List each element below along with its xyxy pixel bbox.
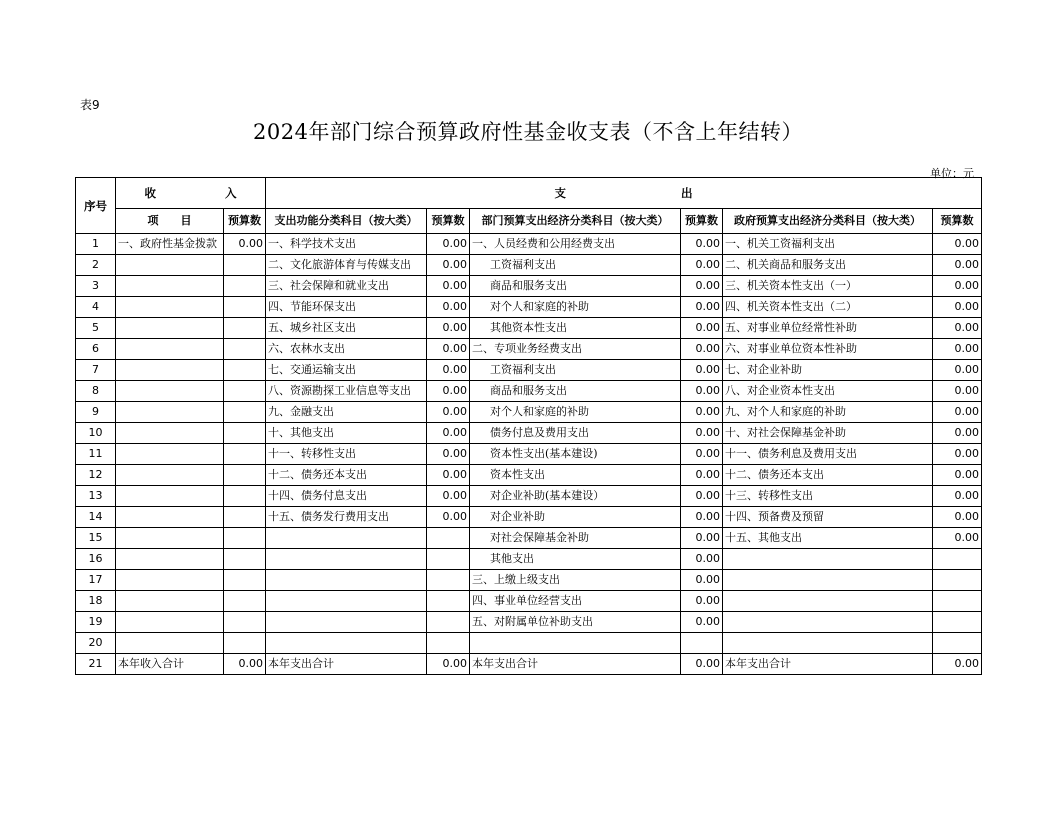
table-row xyxy=(76,318,982,339)
income-budget xyxy=(224,465,266,486)
gov-econ-item: 九、对个人和家庭的补助 xyxy=(723,402,933,423)
row-number: 4 xyxy=(76,297,116,318)
table-row xyxy=(76,276,982,297)
row-number: 6 xyxy=(76,339,116,360)
func-class-budget: 0.00 xyxy=(427,276,470,297)
gov-econ-budget: 0.00 xyxy=(933,444,982,465)
gov-econ-budget xyxy=(933,633,982,654)
income-item xyxy=(116,339,224,360)
dept-econ-budget: 0.00 xyxy=(681,423,723,444)
table-row xyxy=(76,402,982,423)
income-item xyxy=(116,276,224,297)
dept-econ-budget: 0.00 xyxy=(681,297,723,318)
income-item xyxy=(116,360,224,381)
gov-econ-budget: 0.00 xyxy=(933,654,982,675)
income-budget xyxy=(224,612,266,633)
gov-econ-item: 十二、债务还本支出 xyxy=(723,465,933,486)
dept-econ-item: 资本性支出 xyxy=(470,465,681,486)
func-class-budget: 0.00 xyxy=(427,381,470,402)
gov-econ-item: 六、对事业单位资本性补助 xyxy=(723,339,933,360)
header-dept-econ: 部门预算支出经济分类科目（按大类） xyxy=(470,209,681,234)
income-budget xyxy=(224,402,266,423)
income-item xyxy=(116,297,224,318)
gov-econ-budget: 0.00 xyxy=(933,318,982,339)
gov-econ-item: 二、机关商品和服务支出 xyxy=(723,255,933,276)
func-class-budget: 0.00 xyxy=(427,465,470,486)
gov-econ-budget: 0.00 xyxy=(933,234,982,255)
row-number: 21 xyxy=(76,654,116,675)
gov-econ-budget: 0.00 xyxy=(933,423,982,444)
income-budget xyxy=(224,423,266,444)
dept-econ-budget: 0.00 xyxy=(681,234,723,255)
func-class-item: 十五、债务发行费用支出 xyxy=(266,507,427,528)
row-number: 11 xyxy=(76,444,116,465)
income-budget xyxy=(224,255,266,276)
header-item: 项 目 xyxy=(116,209,224,234)
func-class-budget xyxy=(427,549,470,570)
dept-econ-item: 商品和服务支出 xyxy=(470,276,681,297)
dept-econ-item: 其他支出 xyxy=(470,549,681,570)
gov-econ-budget xyxy=(933,612,982,633)
table-row xyxy=(76,549,982,570)
income-budget xyxy=(224,381,266,402)
row-number: 16 xyxy=(76,549,116,570)
row-number: 7 xyxy=(76,360,116,381)
row-number: 1 xyxy=(76,234,116,255)
func-class-item xyxy=(266,528,427,549)
income-budget: 0.00 xyxy=(224,654,266,675)
dept-econ-budget: 0.00 xyxy=(681,570,723,591)
income-budget xyxy=(224,549,266,570)
income-budget xyxy=(224,507,266,528)
func-class-item: 十四、债务付息支出 xyxy=(266,486,427,507)
gov-econ-budget: 0.00 xyxy=(933,255,982,276)
func-class-item xyxy=(266,570,427,591)
income-budget: 0.00 xyxy=(224,234,266,255)
dept-econ-budget: 0.00 xyxy=(681,486,723,507)
income-item: 一、政府性基金拨款 xyxy=(116,234,224,255)
header-income: 收 入 xyxy=(116,178,266,209)
func-class-budget xyxy=(427,570,470,591)
gov-econ-item xyxy=(723,591,933,612)
gov-econ-budget: 0.00 xyxy=(933,276,982,297)
gov-econ-item: 八、对企业资本性支出 xyxy=(723,381,933,402)
table-number: 表9 xyxy=(80,98,100,112)
row-number: 8 xyxy=(76,381,116,402)
dept-econ-budget: 0.00 xyxy=(681,465,723,486)
func-class-budget: 0.00 xyxy=(427,297,470,318)
row-number: 17 xyxy=(76,570,116,591)
table-row xyxy=(76,381,982,402)
gov-econ-item: 四、机关资本性支出（二） xyxy=(723,297,933,318)
header-budget: 预算数 xyxy=(427,209,470,234)
table-row xyxy=(76,423,982,444)
table-row xyxy=(76,570,982,591)
income-item xyxy=(116,423,224,444)
income-item xyxy=(116,465,224,486)
row-number: 13 xyxy=(76,486,116,507)
func-class-item: 五、城乡社区支出 xyxy=(266,318,427,339)
gov-econ-budget xyxy=(933,570,982,591)
gov-econ-item xyxy=(723,570,933,591)
income-item: 本年收入合计 xyxy=(116,654,224,675)
func-class-item xyxy=(266,633,427,654)
dept-econ-item: 三、上缴上级支出 xyxy=(470,570,681,591)
header-expense: 支 出 xyxy=(266,178,982,209)
header-budget: 预算数 xyxy=(933,209,982,234)
dept-econ-budget: 0.00 xyxy=(681,255,723,276)
table-row xyxy=(76,255,982,276)
func-class-budget: 0.00 xyxy=(427,339,470,360)
table-row xyxy=(76,339,982,360)
dept-econ-budget: 0.00 xyxy=(681,612,723,633)
row-number: 18 xyxy=(76,591,116,612)
table-row xyxy=(76,612,982,633)
gov-econ-budget xyxy=(933,591,982,612)
gov-econ-item xyxy=(723,612,933,633)
gov-econ-budget: 0.00 xyxy=(933,297,982,318)
income-budget xyxy=(224,339,266,360)
income-item xyxy=(116,402,224,423)
income-budget xyxy=(224,570,266,591)
func-class-budget: 0.00 xyxy=(427,654,470,675)
func-class-budget xyxy=(427,528,470,549)
dept-econ-budget: 0.00 xyxy=(681,381,723,402)
dept-econ-budget: 0.00 xyxy=(681,360,723,381)
dept-econ-item: 二、专项业务经费支出 xyxy=(470,339,681,360)
dept-econ-item: 对个人和家庭的补助 xyxy=(470,402,681,423)
dept-econ-budget: 0.00 xyxy=(681,507,723,528)
gov-econ-item: 十、对社会保障基金补助 xyxy=(723,423,933,444)
func-class-item: 一、科学技术支出 xyxy=(266,234,427,255)
func-class-item: 三、社会保障和就业支出 xyxy=(266,276,427,297)
func-class-budget: 0.00 xyxy=(427,234,470,255)
income-budget xyxy=(224,360,266,381)
income-budget xyxy=(224,297,266,318)
dept-econ-item: 五、对附属单位补助支出 xyxy=(470,612,681,633)
dept-econ-item: 资本性支出(基本建设) xyxy=(470,444,681,465)
income-item xyxy=(116,444,224,465)
func-class-budget: 0.00 xyxy=(427,507,470,528)
row-number: 12 xyxy=(76,465,116,486)
func-class-item: 七、交通运输支出 xyxy=(266,360,427,381)
gov-econ-item: 一、机关工资福利支出 xyxy=(723,234,933,255)
gov-econ-budget: 0.00 xyxy=(933,339,982,360)
dept-econ-item: 商品和服务支出 xyxy=(470,381,681,402)
gov-econ-budget xyxy=(933,549,982,570)
func-class-budget: 0.00 xyxy=(427,318,470,339)
dept-econ-budget: 0.00 xyxy=(681,339,723,360)
dept-econ-budget xyxy=(681,633,723,654)
row-number: 5 xyxy=(76,318,116,339)
gov-econ-item: 十三、转移性支出 xyxy=(723,486,933,507)
header-budget: 预算数 xyxy=(681,209,723,234)
dept-econ-item: 一、人员经费和公用经费支出 xyxy=(470,234,681,255)
func-class-item: 十二、债务还本支出 xyxy=(266,465,427,486)
income-budget xyxy=(224,444,266,465)
income-budget xyxy=(224,528,266,549)
func-class-item: 二、文化旅游体育与传媒支出 xyxy=(266,255,427,276)
row-number: 19 xyxy=(76,612,116,633)
table-row xyxy=(76,486,982,507)
dept-econ-item: 债务付息及费用支出 xyxy=(470,423,681,444)
dept-econ-budget: 0.00 xyxy=(681,318,723,339)
func-class-item xyxy=(266,549,427,570)
page-title: 2024年部门综合预算政府性基金收支表（不含上年结转） xyxy=(253,120,803,144)
gov-econ-item: 七、对企业补助 xyxy=(723,360,933,381)
func-class-budget: 0.00 xyxy=(427,423,470,444)
gov-econ-budget: 0.00 xyxy=(933,402,982,423)
gov-econ-budget: 0.00 xyxy=(933,465,982,486)
budget-table xyxy=(75,177,982,675)
header-func-class: 支出功能分类科目（按大类） xyxy=(266,209,427,234)
row-number: 10 xyxy=(76,423,116,444)
header-seq: 序号 xyxy=(76,178,116,234)
income-item xyxy=(116,507,224,528)
income-budget xyxy=(224,318,266,339)
header-budget: 预算数 xyxy=(224,209,266,234)
gov-econ-item xyxy=(723,633,933,654)
income-item xyxy=(116,528,224,549)
dept-econ-budget: 0.00 xyxy=(681,402,723,423)
table-row xyxy=(76,528,982,549)
gov-econ-item: 本年支出合计 xyxy=(723,654,933,675)
row-number: 9 xyxy=(76,402,116,423)
gov-econ-budget: 0.00 xyxy=(933,360,982,381)
table-row xyxy=(76,444,982,465)
income-budget xyxy=(224,591,266,612)
gov-econ-budget: 0.00 xyxy=(933,486,982,507)
income-item xyxy=(116,549,224,570)
func-class-budget xyxy=(427,633,470,654)
table-row xyxy=(76,465,982,486)
dept-econ-item: 对个人和家庭的补助 xyxy=(470,297,681,318)
func-class-budget: 0.00 xyxy=(427,402,470,423)
gov-econ-item: 十一、债务利息及费用支出 xyxy=(723,444,933,465)
dept-econ-item: 对企业补助 xyxy=(470,507,681,528)
income-item xyxy=(116,255,224,276)
dept-econ-item: 工资福利支出 xyxy=(470,360,681,381)
table-row xyxy=(76,591,982,612)
func-class-item: 四、节能环保支出 xyxy=(266,297,427,318)
header-gov-econ: 政府预算支出经济分类科目（按大类） xyxy=(723,209,933,234)
func-class-item xyxy=(266,591,427,612)
table-row xyxy=(76,234,982,255)
dept-econ-item: 其他资本性支出 xyxy=(470,318,681,339)
dept-econ-budget: 0.00 xyxy=(681,591,723,612)
income-item xyxy=(116,570,224,591)
dept-econ-budget: 0.00 xyxy=(681,528,723,549)
dept-econ-item: 本年支出合计 xyxy=(470,654,681,675)
gov-econ-budget: 0.00 xyxy=(933,528,982,549)
gov-econ-item: 十五、其他支出 xyxy=(723,528,933,549)
table-row xyxy=(76,633,982,654)
row-number: 2 xyxy=(76,255,116,276)
func-class-item xyxy=(266,612,427,633)
func-class-budget: 0.00 xyxy=(427,444,470,465)
gov-econ-item: 三、机关资本性支出（一） xyxy=(723,276,933,297)
gov-econ-budget: 0.00 xyxy=(933,381,982,402)
row-number: 3 xyxy=(76,276,116,297)
income-item xyxy=(116,591,224,612)
gov-econ-item: 十四、预备费及预留 xyxy=(723,507,933,528)
income-item xyxy=(116,633,224,654)
row-number: 15 xyxy=(76,528,116,549)
gov-econ-budget: 0.00 xyxy=(933,507,982,528)
dept-econ-budget: 0.00 xyxy=(681,444,723,465)
func-class-budget xyxy=(427,591,470,612)
row-number: 14 xyxy=(76,507,116,528)
income-item xyxy=(116,318,224,339)
table-row xyxy=(76,297,982,318)
gov-econ-item: 五、对事业单位经常性补助 xyxy=(723,318,933,339)
income-budget xyxy=(224,633,266,654)
income-budget xyxy=(224,486,266,507)
dept-econ-item: 四、事业单位经营支出 xyxy=(470,591,681,612)
dept-econ-budget: 0.00 xyxy=(681,549,723,570)
income-budget xyxy=(224,276,266,297)
table-row xyxy=(76,507,982,528)
func-class-budget: 0.00 xyxy=(427,360,470,381)
income-item xyxy=(116,612,224,633)
income-item xyxy=(116,486,224,507)
dept-econ-item: 工资福利支出 xyxy=(470,255,681,276)
func-class-budget: 0.00 xyxy=(427,255,470,276)
func-class-item: 本年支出合计 xyxy=(266,654,427,675)
dept-econ-budget: 0.00 xyxy=(681,276,723,297)
func-class-item: 六、农林水支出 xyxy=(266,339,427,360)
dept-econ-item: 对企业补助(基本建设） xyxy=(470,486,681,507)
row-number: 20 xyxy=(76,633,116,654)
income-item xyxy=(116,381,224,402)
dept-econ-budget: 0.00 xyxy=(681,654,723,675)
dept-econ-item: 对社会保障基金补助 xyxy=(470,528,681,549)
dept-econ-item xyxy=(470,633,681,654)
gov-econ-item xyxy=(723,549,933,570)
table-row xyxy=(76,360,982,381)
table-row xyxy=(76,654,982,675)
func-class-item: 十、其他支出 xyxy=(266,423,427,444)
func-class-item: 八、资源勘探工业信息等支出 xyxy=(266,381,427,402)
func-class-budget: 0.00 xyxy=(427,486,470,507)
func-class-budget xyxy=(427,612,470,633)
func-class-item: 九、金融支出 xyxy=(266,402,427,423)
func-class-item: 十一、转移性支出 xyxy=(266,444,427,465)
unit-label: 单位：元 xyxy=(930,167,974,180)
